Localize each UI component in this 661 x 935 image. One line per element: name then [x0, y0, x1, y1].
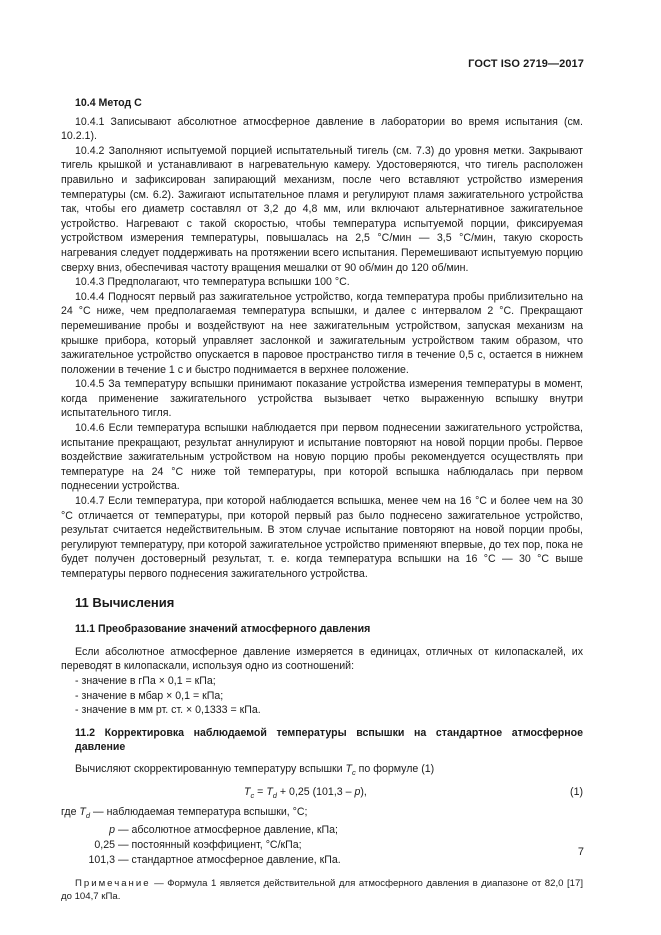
- standard-header: ГОСТ ISO 2719—2017: [468, 58, 584, 70]
- formula-rhs: + 0,25 (101,3 –: [279, 785, 352, 798]
- where-label: где $T_d$: [61, 805, 91, 820]
- legend-symbol: 101,3: [88, 853, 115, 866]
- legend-row: [61, 838, 583, 853]
- note-label: Примечание: [75, 878, 151, 890]
- legend-text: — стандартное атмосферное давление, кПа.: [118, 853, 341, 866]
- list-item: - значение в гПа × 0,1 = кПа;: [75, 674, 216, 687]
- paragraph-10-4-5: 10.4.5 За температуру вспышки принимают показание устройства измерения температуры в момент, когда применение зажигательного устройства вызывает четко выраженную вспышку внутри испытательного тигля.: [61, 378, 583, 420]
- legend-text: — наблюдаемая температура вспышки, °С;: [93, 805, 308, 818]
- list-item: - значение в мм рт. ст. × 0,1333 = кПа.: [75, 704, 261, 717]
- page-content: [61, 96, 583, 903]
- formula-legend: [61, 805, 583, 867]
- legend-text: — постоянный коэффициент, °С/кПа;: [118, 838, 302, 851]
- legend-text: — абсолютное атмосферное давление, кПа;: [118, 824, 338, 837]
- section-11-2-title: 11.2 Корректировка наблюдаемой температуры вспышки на стандартное атмосферное давление: [75, 726, 583, 754]
- paragraph-10-4-2: 10.4.2 Заполняют испытуемой порцией испытательный тигель (см. 7.3) до уровня метки. Закрывают тигель крышкой и устанавливают в нагревательную камеру. Удостоверяются, что тигель расположен правильно и зафиксирован запирающий механизм, после чего вставляют устройство измерения температуры (см. 6.2). Зажигают испытательное пламя и регулируют пламя зажигательного устройства так, чтобы его диаметр составлял от 3,2 до 4,8 мм, или включают альтернативное зажигательное устройство. Нагревают с такой скоростью, чтобы температура испытуемой порции, фиксируемая устройством измерения температуры, повышалась на 2,5 °С/мин — 3,5 °С/мин, такую скорость нагревания следует поддерживать на протяжении всего испытания. Перемешивают испытуемую порцию сверху вниз, обеспечивая частоту вращения мешалки от 90 об/мин до 120 об/мин.: [61, 144, 583, 274]
- intro-text: Вычисляют скорректированную температуру вспышки: [75, 762, 343, 775]
- paragraph-10-4-3: 10.4.3 Предполагают, что температура вспышки 100 °С.: [75, 276, 350, 289]
- section-11-title: 11 Вычисления: [75, 594, 175, 610]
- formula-1: [61, 785, 583, 801]
- paragraph-10-4-6: 10.4.6 Если температура вспышки наблюдается при первом поднесении зажигательного устройства, испытание прекращают, результат аннулируют и испытание повторяют на новой порции пробы. Первое воздействие зажигательным устройством на новую порцию пробы рекомендуется осуществлять при температуре на 24 °С ниже той температуры, при которой вспышка наблюдалась при первом поднесении устройства.: [61, 422, 583, 493]
- conversion-list: [61, 674, 583, 718]
- paragraph-10-4-1: 10.4.1 Записывают абсолютное атмосферное давление в лаборатории во время испытания (см. 10.2.1).: [61, 115, 583, 143]
- section-10-4-title: 10.4 Метод С: [75, 97, 142, 109]
- paragraph-11-1: Если абсолютное атмосферное давление измеряется в единицах, отличных от килопаскалей, их переводят в килопаскали, используя одно из соотношений:: [61, 645, 583, 673]
- legend-symbol: p: [109, 824, 115, 837]
- intro-tail: по формуле (1): [358, 762, 435, 775]
- note-text: — Формула 1 является действительной для атмосферного давления в диапазоне от 82,0 [17] до 104,7 кПа.: [61, 878, 583, 903]
- paragraph-10-4-7: 10.4.7 Если температура, при которой наблюдается вспышка, менее чем на 16 °С и более чем на 30 °С отличается от температуры, при которой первый раз было поднесено зажигательное устройство, результат считается недействительным. В этом случае испытание повторяют на новой порции пробы, регулируют температуру, при которой зажигательное устройство применяют впервые, до тех пор, пока не будет получен достоверный результат, т. е. когда температура вспышки на 16 °С — 30 °С выше температуры первого поднесения зажигательного устройства.: [61, 495, 583, 580]
- formula-number: (1): [570, 785, 583, 798]
- paragraph-11-2-intro: Вычисляют скорректированную температуру вспышки $T_c$ по формуле (1): [75, 762, 435, 778]
- paragraph-10-4-4: 10.4.4 Подносят первый раз зажигательное устройство, когда температура пробы приблизительно на 24 °С ниже, чем предполагаемая температура вспышки, и далее с интервалом 2 °С. Прекращают перемешивание пробы и воздействуют на нее зажигательным устройством, запуская механизм на крышке прибора, который управляет заслонкой и зажигательным устройством таким образом, что зажигательное устройство опускается в паровое пространство тигля в течение 0,5 с, остается в нижнем положении в течение 1 с и быстро поднимается в верхнее положение.: [61, 290, 583, 376]
- list-item: - значение в мбар × 0,1 = кПа;: [75, 689, 224, 702]
- legend-row: [61, 805, 583, 824]
- section-11-1-title: 11.1 Преобразование значений атмосферного давления: [75, 623, 371, 636]
- note: [61, 877, 583, 903]
- formula-expression: $T_c = T_d + 0,25$ (101,3 – p),: [244, 785, 367, 800]
- formula-end: ),: [360, 785, 367, 798]
- page-number: 7: [577, 846, 584, 858]
- legend-row: [61, 853, 583, 868]
- legend-row: [61, 823, 583, 838]
- legend-symbol: 0,25: [94, 838, 115, 851]
